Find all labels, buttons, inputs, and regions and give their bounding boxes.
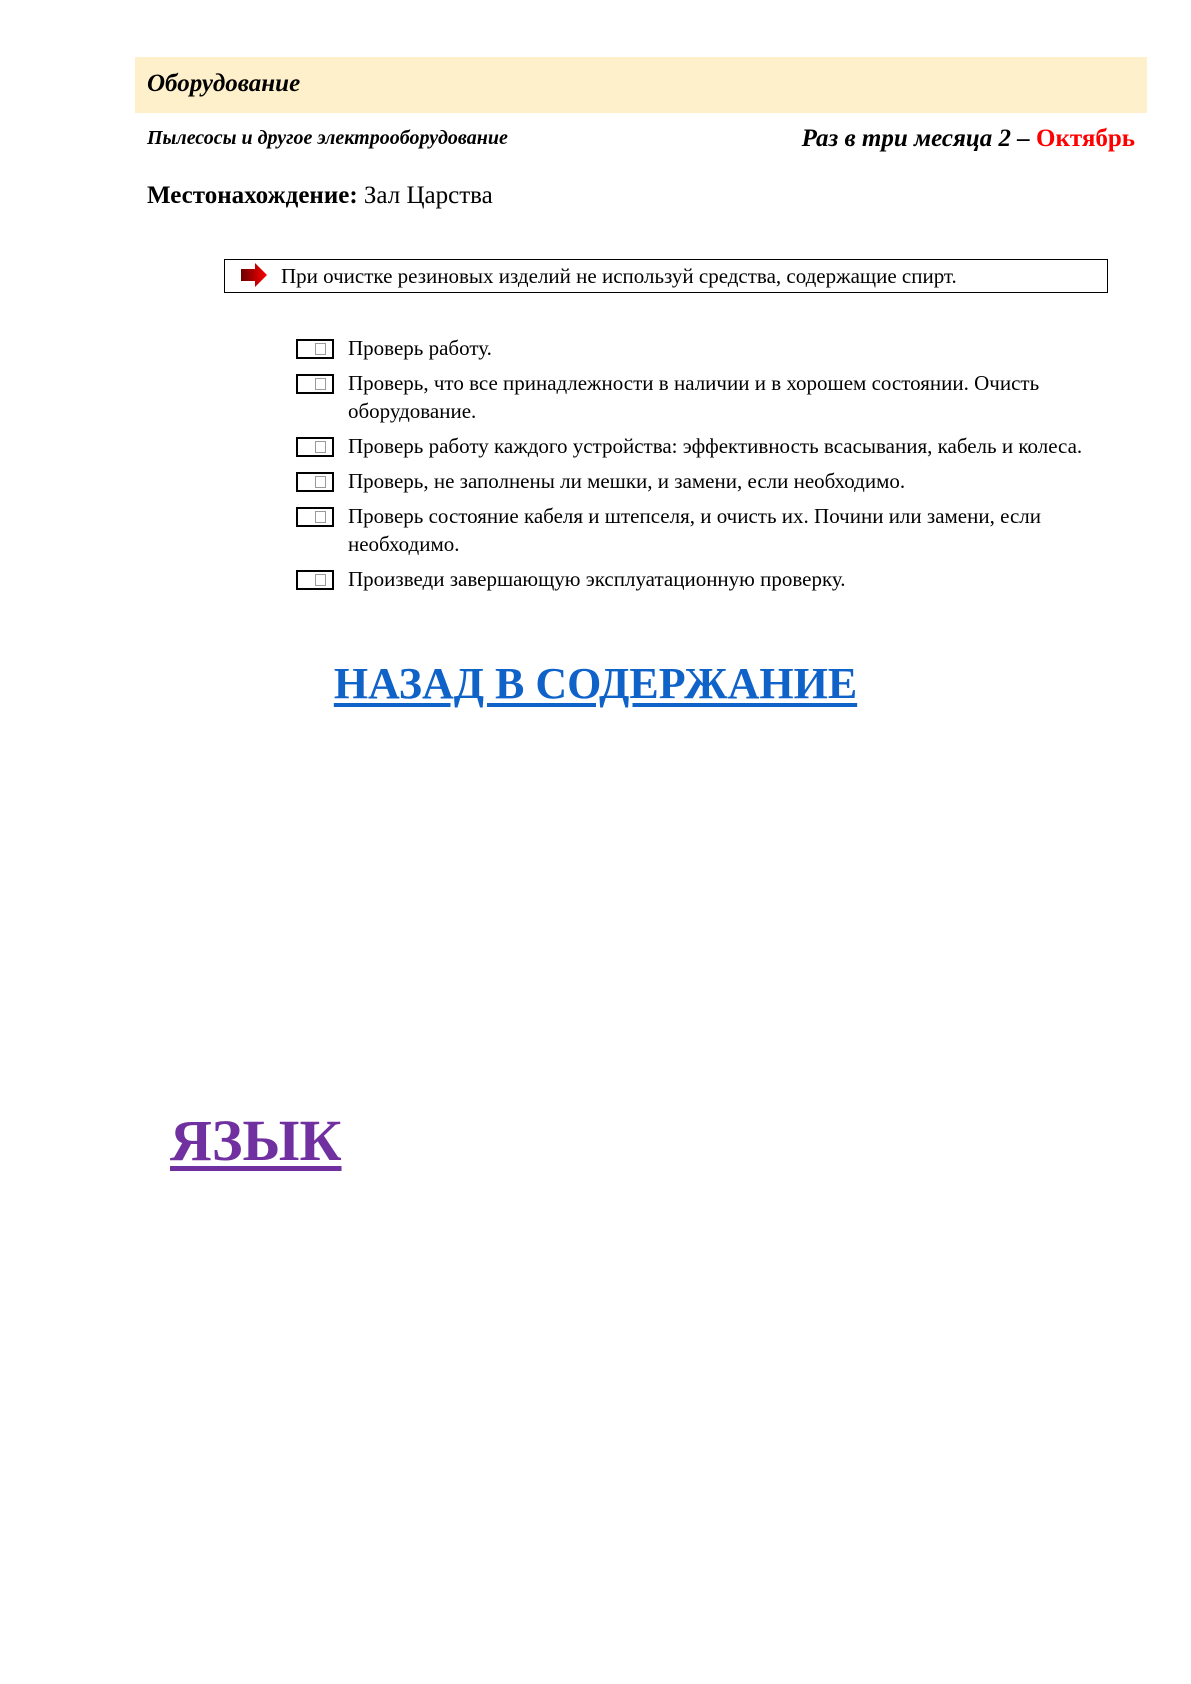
checklist-item	[296, 502, 1116, 558]
checklist-item-text: Проверь, не заполнены ли мешки, и замени, если необходимо.	[348, 469, 906, 493]
location	[147, 182, 493, 210]
schedule-month: Октябрь	[1036, 125, 1135, 152]
location-value: Зал Царства	[357, 182, 493, 209]
checklist-item-text: Проверь, что все принадлежности в наличии и в хорошем состоянии. Очисть оборудование.	[348, 371, 1040, 423]
checklist-item	[296, 467, 1116, 495]
section-title: Оборудование	[147, 70, 301, 97]
checkbox[interactable]	[296, 437, 334, 457]
checkbox[interactable]	[296, 570, 334, 590]
back-to-contents-link[interactable]: НАЗАД В СОДЕРЖАНИЕ	[333, 659, 858, 708]
checkbox[interactable]	[296, 507, 334, 527]
checkbox[interactable]	[296, 374, 334, 394]
equipment-subtitle: Пылесосы и другое электрооборудование	[147, 127, 508, 149]
language-link-container	[170, 1107, 342, 1174]
checklist-item	[296, 565, 1116, 593]
checkbox[interactable]	[296, 339, 334, 359]
back-to-contents-container	[0, 658, 1191, 709]
caution-note	[224, 259, 1108, 293]
checklist-item	[296, 334, 1116, 362]
checklist-item	[296, 369, 1116, 425]
checklist-item-text: Произведи завершающую эксплуатационную проверку.	[348, 567, 846, 591]
caution-note-text: При очистке резиновых изделий не используй средства, содержащие спирт.	[281, 264, 957, 288]
checklist-item	[296, 432, 1116, 460]
maintenance-checklist	[296, 334, 1116, 600]
schedule	[802, 125, 1135, 153]
red-arrow-right-icon	[239, 263, 271, 287]
checklist-item-text: Проверь состояние кабеля и штепселя, и очисть их. Почини или замени, если необходимо.	[348, 504, 1041, 556]
checklist-item-text: Проверь работу каждого устройства: эффективность всасывания, кабель и колеса.	[348, 434, 1083, 458]
checklist-item-text: Проверь работу.	[348, 336, 492, 360]
schedule-frequency: Раз в три месяца 2 –	[801, 125, 1037, 152]
language-link[interactable]: ЯЗЫК	[170, 1108, 342, 1173]
checkbox[interactable]	[296, 472, 334, 492]
location-label: Местонахождение:	[147, 182, 358, 209]
